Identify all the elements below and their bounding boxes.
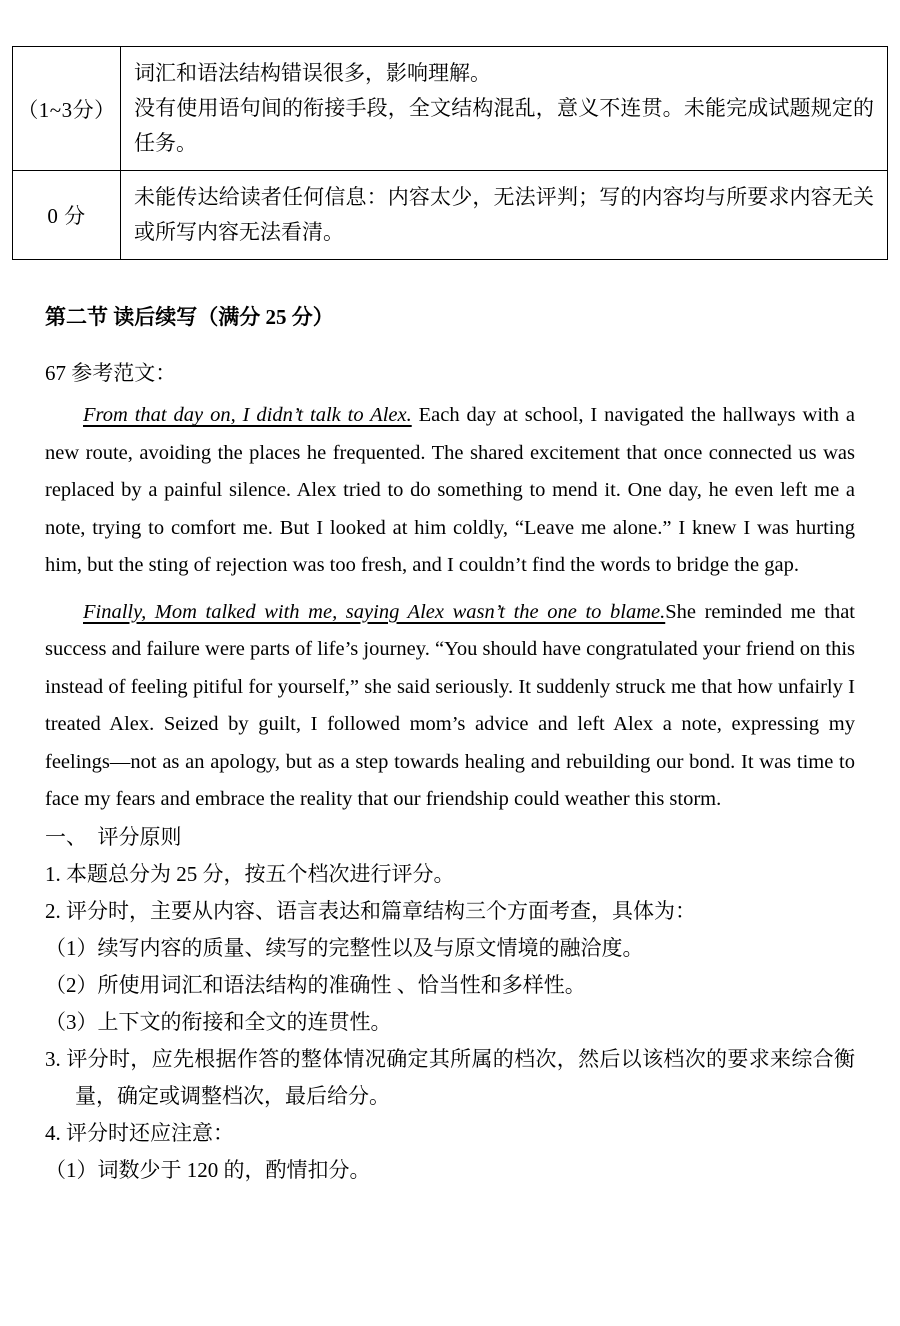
principle-item-3: 3. 评分时，应先根据作答的整体情况确定其所属的档次，然后以该档次的要求来综合衡量，确定或调整档次，最后给分。 [45,1046,855,1108]
score-cell [13,47,121,171]
principle-item-4-sub-1: （1）词数少于 120 的，酌情扣分。 [45,1157,371,1182]
description-cell [121,47,888,171]
paragraph-body: Each day at school, I navigated the hallways with a new route, avoiding the places he frequented. The shared excitement that once connected us was replaced by a painful silence. Alex tried to do something to mend it. One day, he even left me a note, trying to comfort me. But I looked at him coldly, “Leave me alone.” I knew I was hurting him, but the sting of rejection was too fresh, and I couldn’t find the words to bridge the gap. [45,404,855,576]
principle-item-2-sub-1: （1）续写内容的质量、续写的完整性以及与原文情境的融洽度。 [45,935,644,960]
scoring-rubric-table [12,46,888,260]
description-cell [121,171,888,260]
table-row [13,47,888,171]
essay-paragraph-2 [45,594,855,819]
essay-paragraph-1 [45,397,855,585]
desc-line: 没有使用语句间的衔接手段，全文结构混乱，意义不连贯。未能完成试题规定的任务。 [134,96,874,155]
principles-heading: 一、 评分原则 [45,824,182,849]
underlined-lead-sentence: From that day on, I didn’t talk to Alex. [83,404,412,426]
principle-item-2-sub-3: （3）上下文的衔接和全文的连贯性。 [45,1009,392,1034]
principle-item-2-sub-2: （2）所使用词汇和语法结构的准确性 、恰当性和多样性。 [45,972,586,997]
table-row [13,171,888,260]
desc-line: 未能传达给读者任何信息：内容太少，无法评判；写的内容均与所要求内容无关或所写内容无法看清。 [134,185,874,244]
score-cell [13,171,121,260]
principle-item-4: 4. 评分时还应注意： [45,1120,234,1145]
principle-item-2: 2. 评分时，主要从内容、语言表达和篇章结构三个方面考查，具体为： [45,898,696,923]
sample-essay-label: 67 参考范文： [45,361,177,385]
paragraph-body: She reminded me that success and failure were parts of life’s journey. “You should have congratulated your friend on this instead of feeling pitiful for yourself,” she said seriously. It suddenly struck me that how unfairly I treated Alex. Seized by guilt, I followed mom’s advice and left Alex a note, expressing my feelings—not as an apology, but as a step towards healing and rebuilding our bond. It was time to face my fears and embrace the reality that our friendship could weather this storm. [45,600,856,810]
section-heading: 第二节 读后续写（满分 25 分） [45,305,334,329]
principle-item-1: 1. 本题总分为 25 分，按五个档次进行评分。 [45,861,455,886]
score-range-label: （1~3分） [17,97,116,122]
desc-line: 词汇和语法结构错误很多，影响理解。 [134,61,491,85]
score-range-label: 0 分 [47,204,86,228]
underlined-lead-sentence: Finally, Mom talked with me, saying Alex wasn’t the one to blame. [83,600,666,623]
